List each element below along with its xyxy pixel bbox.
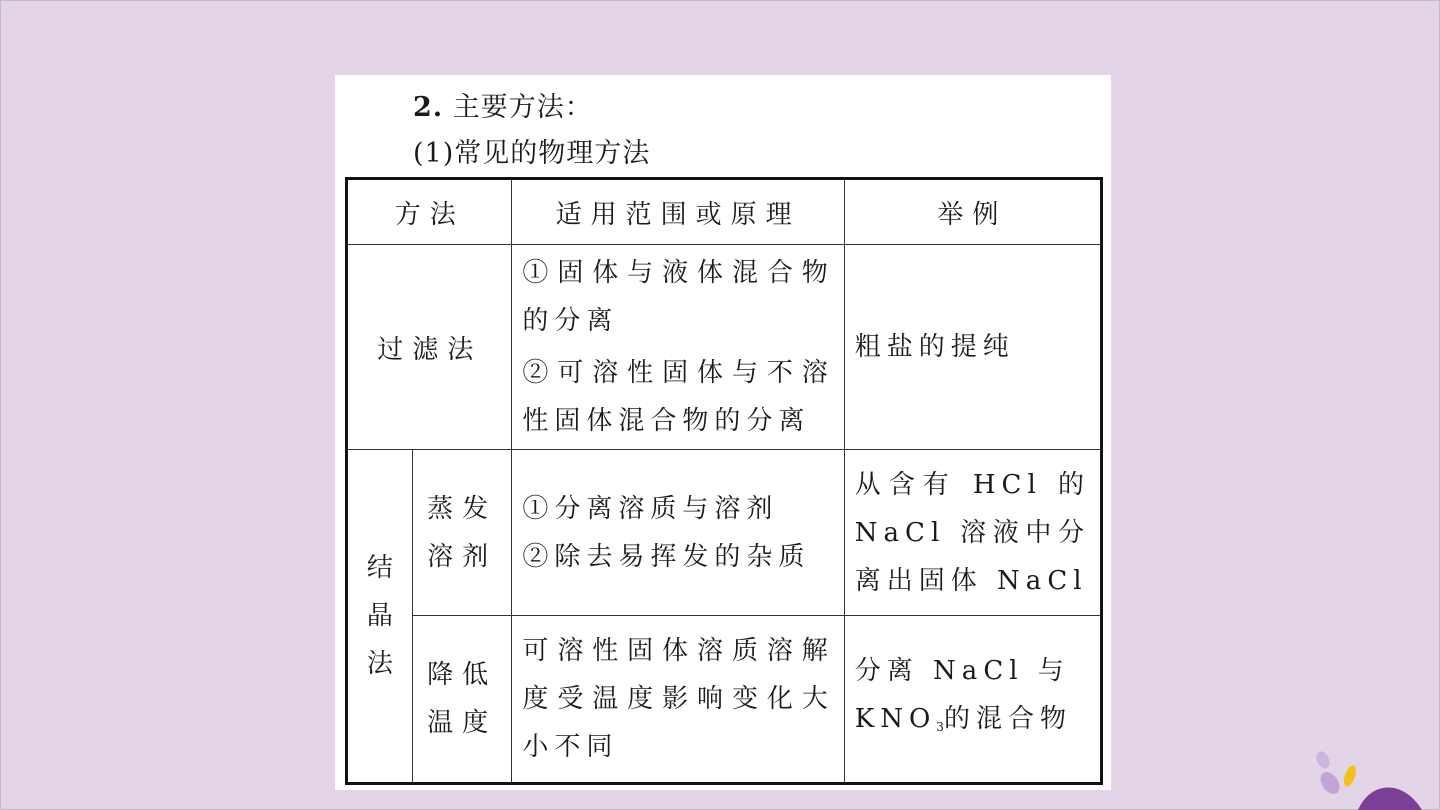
method-crystallization: 结 晶 法 — [347, 450, 413, 784]
leaf-purple-icon — [1358, 787, 1422, 810]
header-row — [347, 179, 1102, 245]
methods-table — [345, 177, 1103, 785]
table-row-cooling — [347, 616, 1102, 784]
leaf-yellow-icon — [1342, 764, 1359, 788]
method-cooling: 降低 温度 — [412, 616, 512, 784]
header-example: 举例 — [844, 179, 1101, 245]
example-evaporation: 从含有 HCl 的 NaCl 溶液中分离出固体 NaCl — [844, 450, 1101, 616]
table-row-evaporation — [347, 450, 1102, 616]
scope-filtration-2: ②可溶性固体与不溶性固体混合物的分离 — [522, 358, 834, 436]
header-scope: 适用范围或原理 — [512, 179, 844, 245]
leaf-lilac-icon — [1317, 769, 1344, 798]
table-row-filtration — [347, 245, 1102, 450]
content-panel — [335, 75, 1111, 790]
leaf-small-icon — [1314, 749, 1332, 770]
scope-filtration — [512, 245, 844, 450]
section-heading — [413, 85, 593, 124]
method-filtration: 过滤法 — [347, 245, 512, 450]
subsection-heading: (1)常见的物理方法 — [413, 138, 651, 169]
section-number: 2. — [413, 92, 444, 123]
leaf-decoration-icon — [1290, 730, 1440, 810]
scope-cooling: 可溶性固体溶质溶解度受温度影响变化大小不同 — [512, 616, 844, 784]
example-cooling: 分离 NaCl 与 $KNO_3$的混合物 — [844, 616, 1101, 784]
method-evaporation: 蒸发 溶剂 — [412, 450, 512, 616]
example-filtration: 粗盐的提纯 — [844, 245, 1101, 450]
scope-filtration-1: ①固体与液体混合物的分离 — [522, 258, 834, 336]
header-method: 方法 — [347, 179, 512, 245]
scope-evaporation: ①分离溶质与溶剂 ②除去易挥发的杂质 — [512, 450, 844, 616]
section-title: 主要方法： — [452, 92, 593, 123]
